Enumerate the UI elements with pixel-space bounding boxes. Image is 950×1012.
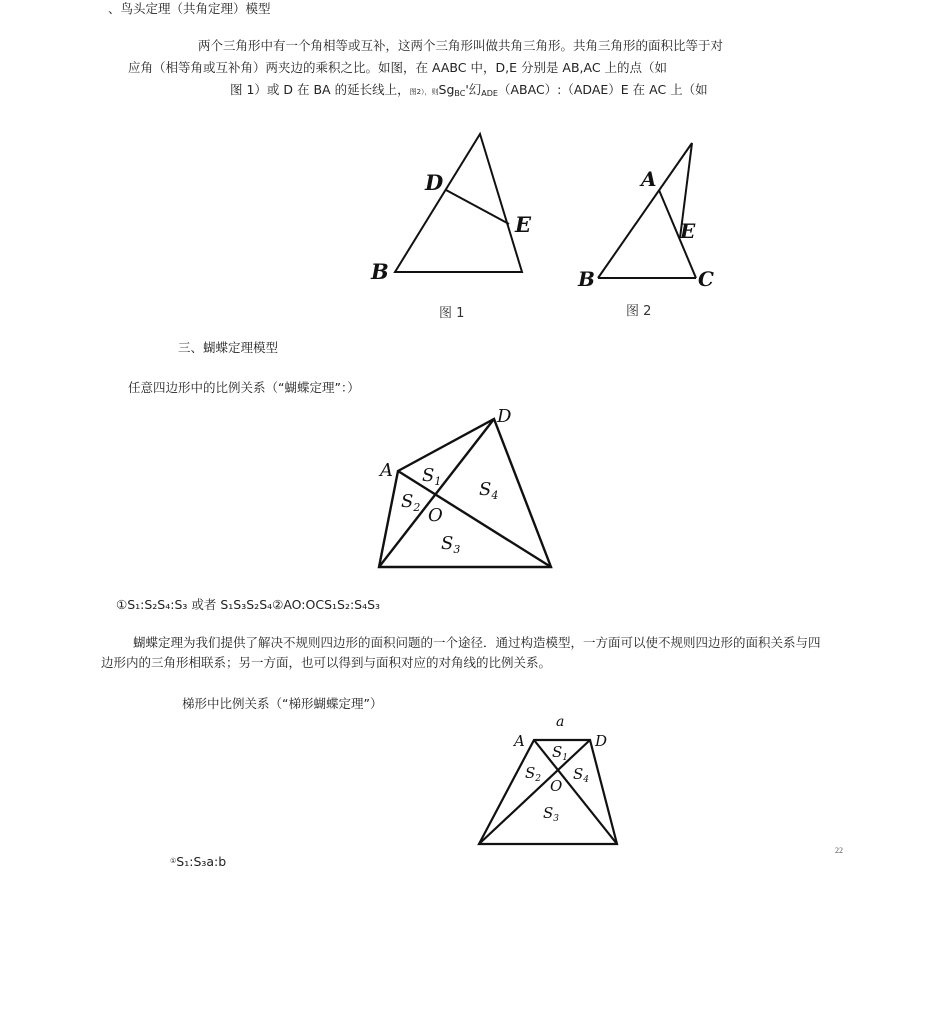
segment-de: [680, 143, 692, 238]
label-e: E: [515, 212, 532, 237]
label-b: B: [578, 267, 595, 291]
triangle-abc: [395, 134, 522, 272]
trapezoid-outline: [479, 740, 617, 844]
subscript: BC: [454, 89, 466, 98]
butterfly-intro: 任意四边形中的比例关系（“蝴蝶定理”：）: [128, 380, 360, 395]
diagonal-bd: [479, 740, 590, 844]
quadrilateral-outline: [379, 419, 551, 567]
region-label-s1: $S_1$: [422, 465, 442, 488]
label-d: D: [425, 170, 444, 195]
label-b: B: [371, 259, 389, 284]
label-d: D: [595, 732, 608, 750]
butterfly-quadrilateral: [379, 419, 551, 567]
trapezoid-formula-text: S₁:S₃a:b: [176, 854, 227, 869]
trapezoid-heading: 梯形中比例关系（“梯形蝴蝶定理”）: [182, 696, 383, 711]
region-label-s4: $S_4$: [479, 479, 499, 502]
diagonal-ac: [398, 471, 551, 567]
label-top-base: a: [556, 714, 565, 730]
label-c: C: [698, 267, 714, 291]
figure-2-triangle: [598, 143, 696, 278]
label-a: A: [380, 460, 393, 481]
region-label-s3: $S_3$: [543, 804, 560, 824]
trapezoid-formula: [170, 853, 226, 870]
figure-1-triangle: [395, 134, 522, 272]
region-label-s1: $S_1$: [552, 743, 569, 763]
subscript: ADE: [481, 89, 498, 98]
region-label-s2: $S_2$: [525, 764, 542, 784]
circled-marker: ①: [170, 857, 177, 865]
paragraph-fragment: '幻: [465, 82, 482, 97]
label-a: A: [514, 732, 525, 750]
region-label-s2: $S_2$: [401, 491, 421, 514]
segment-de: [446, 190, 509, 224]
paragraph-line: 边形内的三角形相联系；另一方面，也可以得到与面积对应的对角线的比例关系。: [101, 655, 552, 670]
segment-db: [598, 143, 692, 278]
paragraph-fragment-small: 图2），则: [409, 88, 439, 96]
label-d: D: [497, 406, 512, 427]
label-e: E: [680, 219, 696, 243]
paragraph-fragment: 图 1）或 D 在 BA 的延长线上，: [230, 82, 410, 97]
region-label-s4: $S_4$: [573, 765, 590, 785]
diagonal-ac: [534, 740, 617, 844]
paragraph-line: 两个三角形中有一个角相等或互补，这两个三角形叫做共角三角形。共角三角形的面积比等于对: [198, 38, 724, 53]
paragraph-line: 应角（相等角或互补角）两夹边的乘积之比。如图，在 AABC 中，D,E 分别是 AB,AC 上的点（如: [128, 60, 668, 75]
figure-2-caption: 图 2: [626, 304, 652, 319]
paragraph-fragment: Sg: [438, 82, 455, 97]
trapezoid-figure: [479, 740, 617, 844]
section-heading-butterfly: 三、蝴蝶定理模型: [178, 340, 279, 355]
segment-ac: [659, 190, 696, 278]
figure-1-caption: 图 1: [439, 306, 465, 321]
label-a: A: [641, 167, 657, 191]
label-o: O: [550, 777, 563, 795]
paragraph-line: 蝴蝶定理为我们提供了解决不规则四边形的面积问题的一个途径．通过构造模型，一方面可以使不规则四边形的面积关系与四: [133, 635, 821, 650]
paragraph-line: [230, 82, 708, 102]
butterfly-formula: ①S₁:S₂S₄:S₃ 或者 S₁S₃S₂S₄②AO:OCS₁S₂:S₄S₃: [116, 597, 381, 612]
diagonal-bd: [379, 419, 494, 567]
paragraph-fragment: （ABAC）:（ADAE）E 在 AC 上（如: [497, 82, 708, 97]
section-heading-bird-head: 、鸟头定理（共角定理）模型: [108, 1, 271, 16]
region-label-s3: $S_3$: [441, 533, 461, 556]
label-o: O: [428, 505, 443, 526]
page-number: 22: [835, 846, 843, 855]
